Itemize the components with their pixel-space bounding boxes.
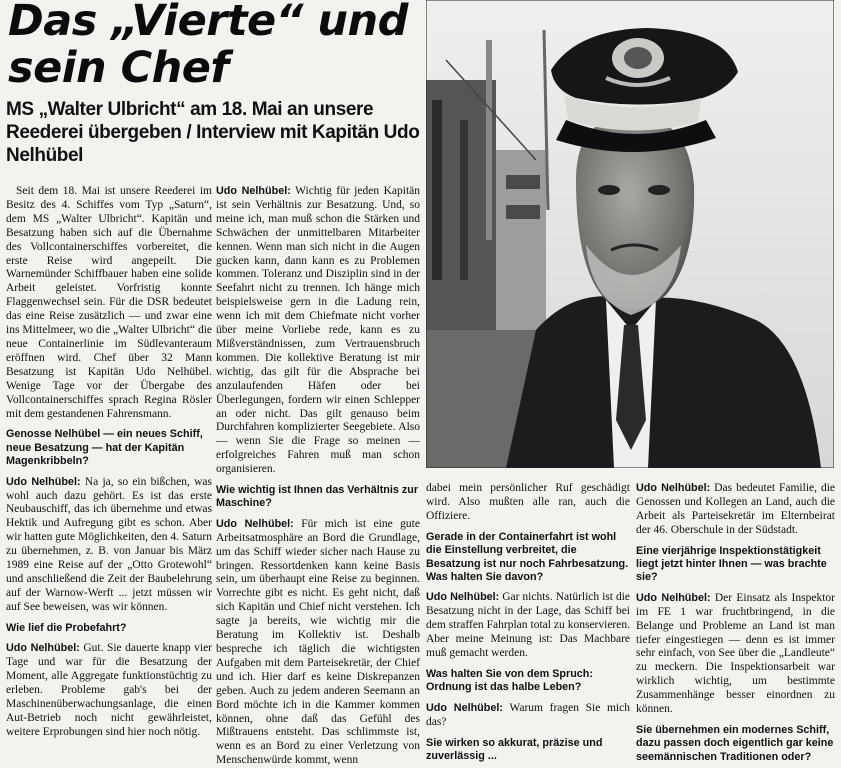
answer-text: Gut. Sie dauerte knapp vier Tage und war für die Besatzung der Moment, alle Aggregate funktionstüchtig zu erleben. Probleme gab's bei der Maschinenüberwachungsanlage, die einen Aut-Betrieb noch nicht gewährleistet, weitere Erprobungen sind hier noch nötig.	[6, 642, 212, 738]
interview-answer	[216, 185, 420, 477]
speaker-label: Udo Nelhübel:	[6, 642, 80, 655]
interview-answer	[426, 702, 630, 730]
interview-question: Gerade in der Containerfahrt ist wohl die Einstellung verbreitet, die Besatzung ist nur noch Fahrbesatzung. Was halten Sie davon?	[426, 530, 629, 583]
interview-answer	[426, 591, 630, 661]
interview-answer	[6, 642, 212, 739]
answer-text: Das bedeutet Familie, die Genossen und Kollegen an Land, auch die Arbeit als Parteisekretär im Elternbeirat der 46. Oberschule in der Südstadt.	[636, 482, 835, 536]
interview-question: Wie wichtig ist Ihnen das Verhältnis zur Maschine?	[216, 484, 419, 510]
interview-question: Wie lief die Probefahrt?	[6, 621, 127, 634]
answer-text: Für mich ist eine gute Arbeitsatmosphäre an Bord die Grundlage, um das Schiff wieder sicher nach Hause zu bringen. Ressortdenken kann keine Basis sein, um überhaupt eine Reise zu beginnen. Vorrechte gibt es nicht. Es geht nicht, daß sich Kapitän und Chief nicht verstehen. Ich sagte ja bereits, wie wichtig mir die Beratung im Kollektiv ist. Deshalb bespreche ich täglich die wichtigsten Aufgaben mit dem Parteisekretär, der Chief und ich. Hier darf es keine Diskrepanzen geben. Auch zu jedem anderen Seemann an Bord möchte ich in die Kammer kommen können, ohne daß das Gefühl des Mißtrauens entsteht. Das schlimmste ist, wenn es an Bord zu einer Verletzung von Menschenwürde kommt, wenn	[216, 517, 420, 767]
interview-answer	[6, 476, 212, 615]
answer-text: Warum fragen Sie mich das?	[426, 701, 630, 728]
interview-question: Genosse Nelhübel — ein neues Schiff, neue Besatzung — hat der Kapitän Magenkribbeln?	[6, 428, 203, 468]
captain-portrait-photo	[426, 0, 834, 468]
speaker-label: Udo Nelhübel:	[216, 517, 294, 530]
interview-question: Sie übernehmen ein modernes Schiff, dazu passen doch eigentlich gar keine seemännischen Traditionen oder?	[636, 724, 834, 763]
article-column-2	[216, 185, 420, 768]
continued-text: dabei mein persönlicher Ruf geschädigt wird. Also mußten alle ran, auch die Offiziere.	[426, 482, 630, 522]
answer-text: Gar nichts. Natürlich ist die Besatzung nicht in der Lage, das Schiff bei dem straffen Fahrplan total zu konservieren. Aber meine Meinung ist: Das Machbare muß gemacht werden.	[426, 591, 630, 659]
interview-answer	[636, 592, 835, 717]
article-column-4	[636, 482, 835, 768]
interview-question: Was halten Sie von dem Spruch: Ordnung ist das halbe Leben?	[426, 667, 593, 694]
speaker-label: Udo Nelhübel:	[636, 482, 711, 494]
intro-paragraph: Seit dem 18. Mai ist unsere Reederei im Besitz des 4. Schiffes vom Typ „Saturn“, dem MS „Walter Ulbricht“. Kapitän und Besatzung haben sich auf die Übernahme des Vollcontainerschiffes vorbereitet, die erste Reise wird angepeilt. Die Warnemünder Schiffbauer haben eine solide Arbeit geleistet. Vorfristig konnte Flaggenwechsel sein. Für die DSR bedeutet das eine Reise zusätzlich — und zwar eine ins Mittelmeer, wo die „Walter Ulbricht“ die neue Containerlinie im Südlevanteraum eröffnen wird. Chef über 32 Mann Besatzung ist Kapitän Udo Nelhübel. Wenige Tage vor der Übergabe des Vollcontainerschiffes sprach Regina Rösler mit dem gestandenen Fahrensmann.	[6, 185, 212, 420]
answer-text: Na ja, so ein bißchen, was wohl auch dazu gehört. Es ist das erste Neubauschiff, das ich übernehme und etwas Hektik und Aufregung gibt es schon. Aber wir hatten gute Möglichkeiten, den 4. Saturn zu übernehmen, z. B. von Januar bis März 1989 eine Reise auf der „Otto Grotewohl“ und anschließend die Zeit der Baubelehrung auf der Warnow-Werft ... jetzt müssen wir auf See beweisen, was wir können.	[6, 475, 212, 613]
article-column-1	[6, 185, 212, 768]
interview-answer	[636, 482, 835, 538]
speaker-label: Udo Nelhübel:	[426, 591, 500, 604]
speaker-label: Udo Nelhübel:	[6, 475, 81, 488]
subheadline: MS „Walter Ulbricht“ am 18. Mai an unsere Reederei übergeben / Interview mit Kapitän Udo Nelhübel	[6, 99, 420, 166]
speaker-label: Udo Nelhübel:	[636, 591, 711, 604]
interview-question: Eine vierjährige Inspektionstätigkeit liegt jetzt hinter Ihnen — was brachte sie?	[636, 544, 827, 584]
speaker-label: Udo Nelhübel:	[426, 701, 503, 714]
interview-question: Sie wirken so akkurat, präzise und zuverlässig ...	[426, 736, 603, 762]
answer-text: Wichtig für jeden Kapitän ist sein Verhältnis zur Besatzung. Und, so meine ich, man muß schon die Stärken und Schwächen der unmittelbaren Mitarbeiter kennen. Wenn man sich nicht in die Augen gucken kann, dann kann es zu Problemen kommen. Toleranz und Disziplin sind in der Seefahrt nicht zu trennen. Ich hänge mich beispielsweise gern in die Ladung rein, wenn ich mit dem Chiefmate nicht vorher über meine Vorliebe rede, kann es zu Mißverständnissen, zum Vertrauensbruch kommen. Die kollektive Beratung ist mir wichtig, das gilt für die Absprache bei anzulaufenden Häfen oder bei Überlegungen, fordern wir einen Schlepper an oder nicht. Das gilt genauso beim Durchfahren komplizierter Seegebiete. Also — wenn Sie die Frage so meinen — erfolgreiches Fahren muß man schon organisieren.	[216, 185, 420, 476]
interview-answer	[216, 518, 420, 768]
article-column-3	[426, 482, 630, 768]
answer-text: Der Einsatz als Inspektor im FE 1 war fruchtbringend, in die Belange und Probleme an Land ist man tiefer eingestiegen — denn es ist immer sehr einfach, von See über die „Landleute“ zu meckern. Die Inspektionsarbeit war wirklich wichtig, um bestimmte Zusammenhänge besser einordnen zu können.	[636, 591, 835, 716]
speaker-label: Udo Nelhübel:	[216, 185, 291, 197]
headline: Das „Vierte“ und sein Chef	[8, 0, 408, 93]
